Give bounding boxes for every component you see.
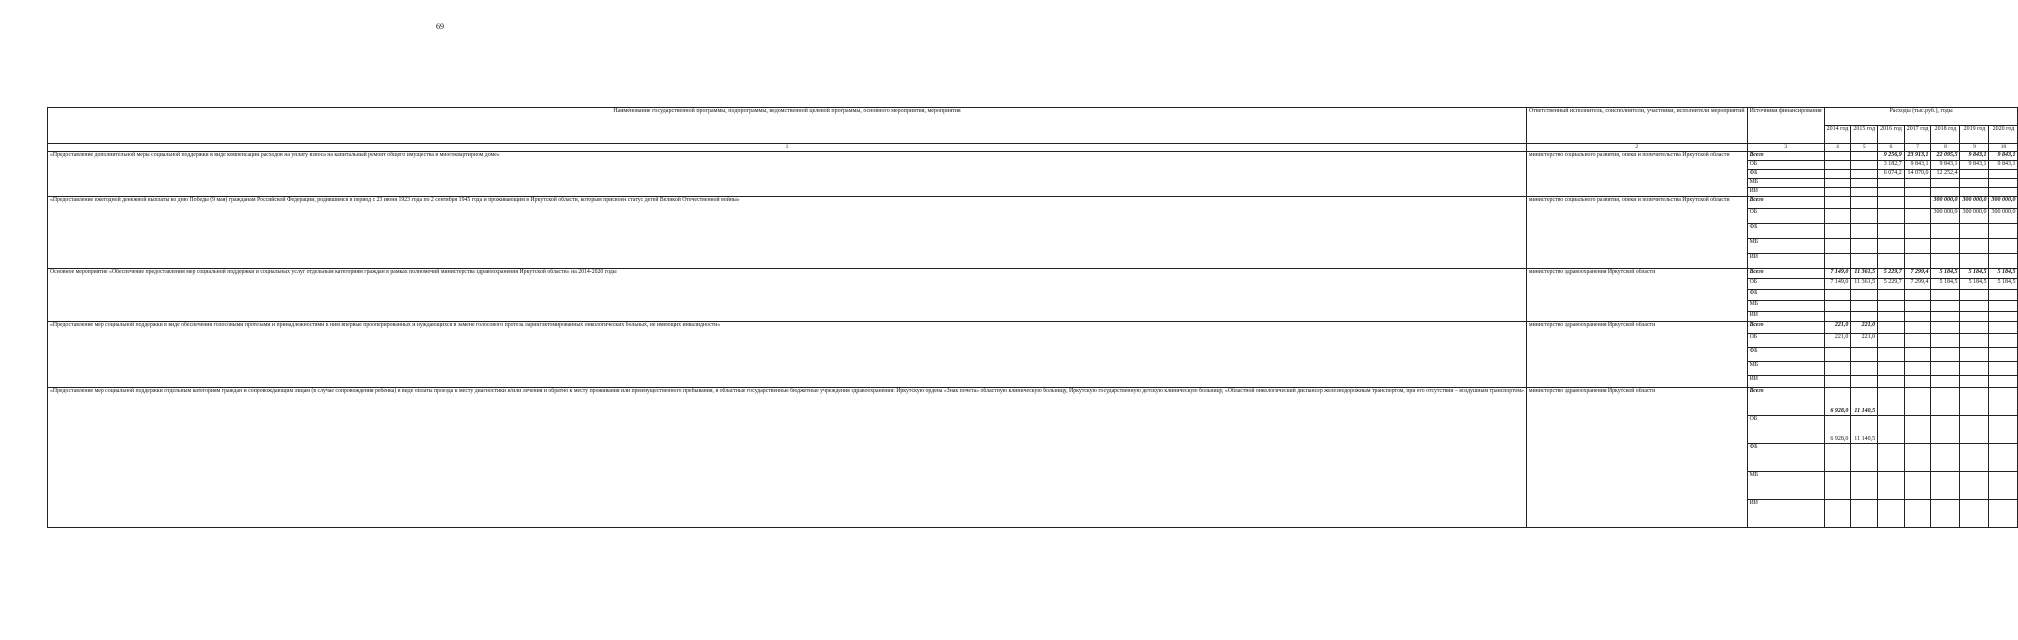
- expense-value: [1960, 334, 1989, 348]
- funding-source: ФБ: [1747, 290, 1824, 301]
- expense-value: 9 843,1: [1989, 161, 2018, 170]
- expense-value: 7 299,4: [1904, 279, 1931, 290]
- expense-value: [1878, 290, 1905, 301]
- column-number: 9: [1960, 144, 1989, 152]
- budget-table: [47, 107, 2018, 528]
- expense-value: [1878, 500, 1905, 528]
- measure-executor: министерство социального развития, опеки и попечительства Иркутской области: [1526, 197, 1747, 269]
- expense-value: 221,0: [1824, 322, 1851, 334]
- expense-value: [1960, 362, 1989, 376]
- expense-value: 7 149,0: [1824, 279, 1851, 290]
- column-number: 10: [1989, 144, 2018, 152]
- header-year: 2016 год: [1878, 126, 1905, 144]
- funding-source: ОБ: [1747, 209, 1824, 224]
- expense-value: [1931, 416, 1960, 444]
- expense-value: [1904, 388, 1931, 416]
- expense-value: [1878, 179, 1905, 188]
- expense-value: [1989, 362, 2018, 376]
- expense-value: 11 140,5: [1851, 388, 1878, 416]
- expense-value: [1989, 348, 2018, 362]
- expense-value: [1851, 179, 1878, 188]
- measure-description: Основное мероприятие «Обеспечение предоставления мер социальной поддержки и социальных услуг отдельным категориям граждан в рамках полномочий министерства здравоохранения Иркутской области» на 2014-2020 годы: [48, 269, 1527, 322]
- expense-value: [1824, 179, 1851, 188]
- expense-value: [1824, 224, 1851, 239]
- expense-value: 300 000,0: [1931, 197, 1960, 209]
- expense-value: [1931, 239, 1960, 254]
- expense-value: [1989, 416, 2018, 444]
- expense-value: 14 070,0: [1904, 170, 1931, 179]
- expense-value: [1960, 301, 1989, 312]
- funding-source: МБ: [1747, 301, 1824, 312]
- expense-value: 5 184,5: [1989, 269, 2018, 279]
- expense-value: 300 000,0: [1989, 197, 2018, 209]
- expense-value: [1824, 362, 1851, 376]
- expense-value: [1851, 161, 1878, 170]
- expense-value: [1904, 224, 1931, 239]
- expense-value: [1931, 472, 1960, 500]
- funding-source: Всего: [1747, 388, 1824, 416]
- expense-value: [1878, 209, 1905, 224]
- header-source: Источники финансирования: [1747, 108, 1824, 144]
- expense-value: [1824, 152, 1851, 161]
- expense-value: [1878, 376, 1905, 388]
- expense-value: [1878, 348, 1905, 362]
- header-year: 2020 год: [1989, 126, 2018, 144]
- expense-value: 9 843,1: [1989, 152, 2018, 161]
- column-number: 4: [1824, 144, 1851, 152]
- funding-source: ОБ: [1747, 334, 1824, 348]
- expense-value: [1989, 239, 2018, 254]
- expense-value: [1960, 312, 1989, 322]
- expense-value: [1878, 254, 1905, 269]
- expense-value: 5 229,7: [1878, 269, 1905, 279]
- expense-value: [1851, 312, 1878, 322]
- funding-source: ОБ: [1747, 279, 1824, 290]
- expense-value: [1851, 362, 1878, 376]
- funding-source: Всего: [1747, 322, 1824, 334]
- funding-source: МБ: [1747, 362, 1824, 376]
- expense-value: [1878, 444, 1905, 472]
- funding-source: ИИ: [1747, 376, 1824, 388]
- table-row: [48, 322, 2018, 334]
- expense-value: [1824, 239, 1851, 254]
- expense-value: [1904, 312, 1931, 322]
- measure-executor: министерство здравоохранения Иркутской области: [1526, 388, 1747, 528]
- expense-value: [1931, 444, 1960, 472]
- expense-value: [1931, 179, 1960, 188]
- expense-value: [1878, 362, 1905, 376]
- expense-value: 221,0: [1851, 322, 1878, 334]
- expense-value: [1931, 312, 1960, 322]
- header-name: Наименование государственной программы, подпрограммы, ведомственной целевой программы, основного мероприятия, мероприятия: [48, 108, 1527, 144]
- funding-source: Всего: [1747, 269, 1824, 279]
- expense-value: [1931, 348, 1960, 362]
- measure-executor: министерство здравоохранения Иркутской области: [1526, 269, 1747, 322]
- expense-value: [1904, 334, 1931, 348]
- funding-source: ФБ: [1747, 348, 1824, 362]
- expense-value: [1878, 224, 1905, 239]
- expense-value: [1851, 348, 1878, 362]
- expense-value: [1989, 444, 2018, 472]
- expense-value: 221,0: [1851, 334, 1878, 348]
- funding-source: МБ: [1747, 472, 1824, 500]
- expense-value: [1851, 239, 1878, 254]
- expense-value: [1904, 472, 1931, 500]
- table-row: [48, 388, 2018, 416]
- expense-value: [1904, 416, 1931, 444]
- header-year: 2018 год: [1931, 126, 1960, 144]
- table-row: [48, 197, 2018, 209]
- expense-value: [1960, 322, 1989, 334]
- expense-value: [1904, 254, 1931, 269]
- expense-value: [1931, 362, 1960, 376]
- expense-value: [1989, 376, 2018, 388]
- expense-value: [1904, 500, 1931, 528]
- expense-value: [1824, 290, 1851, 301]
- expense-value: [1960, 376, 1989, 388]
- funding-source: МБ: [1747, 179, 1824, 188]
- expense-value: [1851, 188, 1878, 197]
- expense-value: [1824, 312, 1851, 322]
- expense-value: [1851, 290, 1878, 301]
- expense-value: [1931, 388, 1960, 416]
- expense-value: [1960, 170, 1989, 179]
- expense-value: [1904, 362, 1931, 376]
- expense-value: [1960, 348, 1989, 362]
- expense-value: [1960, 239, 1989, 254]
- expense-value: [1904, 239, 1931, 254]
- expense-value: [1851, 444, 1878, 472]
- expense-value: [1878, 239, 1905, 254]
- expense-value: [1824, 209, 1851, 224]
- expense-value: 5 229,7: [1878, 279, 1905, 290]
- expense-value: 5 184,5: [1960, 269, 1989, 279]
- expense-value: [1878, 416, 1905, 444]
- column-number: 3: [1747, 144, 1824, 152]
- table-row: [48, 152, 2018, 161]
- expense-value: [1931, 322, 1960, 334]
- funding-source: ИИ: [1747, 500, 1824, 528]
- expense-value: [1904, 179, 1931, 188]
- expense-value: [1851, 254, 1878, 269]
- column-number: 5: [1851, 144, 1878, 152]
- expense-value: [1989, 254, 2018, 269]
- expense-value: 6 928,0: [1824, 416, 1851, 444]
- funding-source: ФБ: [1747, 444, 1824, 472]
- header-year: 2015 год: [1851, 126, 1878, 144]
- measure-executor: министерство социального развития, опеки и попечительства Иркутской области: [1526, 152, 1747, 197]
- expense-value: [1960, 188, 1989, 197]
- expense-value: [1878, 322, 1905, 334]
- expense-value: [1960, 416, 1989, 444]
- funding-source: Всего: [1747, 152, 1824, 161]
- expense-value: [1989, 290, 2018, 301]
- expense-value: [1824, 444, 1851, 472]
- expense-value: 5 184,5: [1989, 279, 2018, 290]
- expense-value: [1878, 188, 1905, 197]
- expense-value: [1824, 197, 1851, 209]
- expense-value: [1904, 188, 1931, 197]
- expense-value: [1989, 334, 2018, 348]
- expense-value: 11 361,5: [1851, 269, 1878, 279]
- funding-source: ОБ: [1747, 416, 1824, 444]
- expense-value: [1989, 188, 2018, 197]
- expense-value: [1989, 322, 2018, 334]
- expense-value: [1931, 254, 1960, 269]
- expense-value: 300 000,0: [1989, 209, 2018, 224]
- expense-value: [1989, 301, 2018, 312]
- expense-value: 11 361,5: [1851, 279, 1878, 290]
- expense-value: [1931, 188, 1960, 197]
- column-number: 7: [1904, 144, 1931, 152]
- expense-value: [1878, 472, 1905, 500]
- expense-value: [1851, 301, 1878, 312]
- expense-value: 7 299,4: [1904, 269, 1931, 279]
- expense-value: 5 184,5: [1960, 279, 1989, 290]
- expense-value: 7 149,0: [1824, 269, 1851, 279]
- measure-description: «Предоставление ежегодной денежной выплаты ко дню Победы (9 мая) гражданам Российской Федерации, родившимся в период с 23 июня 1923 года по 2 сентября 1945 года и проживающим в Иркутской области, которым присвоен статус детей Великой Отечественной войны»: [48, 197, 1527, 269]
- funding-source: Всего: [1747, 197, 1824, 209]
- expense-value: 23 913,1: [1904, 152, 1931, 161]
- expense-value: [1824, 301, 1851, 312]
- expense-value: 12 252,4: [1931, 170, 1960, 179]
- expense-value: [1904, 209, 1931, 224]
- header-year: 2014 год: [1824, 126, 1851, 144]
- expense-value: [1851, 376, 1878, 388]
- expense-value: 3 182,7: [1878, 161, 1905, 170]
- measure-description: «Предоставление дополнительной меры социальной поддержки в виде компенсации расходов на уплату взноса на капитальный ремонт общего имущества в многоквартирном доме»: [48, 152, 1527, 197]
- expense-value: [1824, 500, 1851, 528]
- expense-value: [1824, 348, 1851, 362]
- expense-value: 6 074,2: [1878, 170, 1905, 179]
- expense-value: [1824, 170, 1851, 179]
- funding-source: ИИ: [1747, 254, 1824, 269]
- page-number: 69: [436, 22, 444, 31]
- expense-value: [1989, 500, 2018, 528]
- expense-value: [1960, 444, 1989, 472]
- expense-value: [1878, 334, 1905, 348]
- column-number: 1: [48, 144, 1527, 152]
- expense-value: 22 095,5: [1931, 152, 1960, 161]
- expense-value: [1931, 334, 1960, 348]
- funding-source: ФБ: [1747, 224, 1824, 239]
- expense-value: [1989, 472, 2018, 500]
- expense-value: [1851, 224, 1878, 239]
- expense-value: 9 843,1: [1904, 161, 1931, 170]
- header-year: 2019 год: [1960, 126, 1989, 144]
- expense-value: [1960, 500, 1989, 528]
- expense-value: [1824, 376, 1851, 388]
- expense-value: 6 928,0: [1824, 388, 1851, 416]
- expense-value: 9 256,9: [1878, 152, 1905, 161]
- header-expenses: Расходы (тыс.руб.), годы: [1824, 108, 2018, 126]
- expense-value: [1931, 224, 1960, 239]
- column-number: 6: [1878, 144, 1905, 152]
- expense-value: [1878, 388, 1905, 416]
- expense-value: [1931, 376, 1960, 388]
- expense-value: 9 843,1: [1931, 161, 1960, 170]
- expense-value: [1904, 348, 1931, 362]
- expense-value: [1989, 170, 2018, 179]
- expense-value: [1989, 388, 2018, 416]
- expense-value: [1824, 188, 1851, 197]
- column-number: 8: [1931, 144, 1960, 152]
- expense-value: [1851, 472, 1878, 500]
- expense-value: [1931, 290, 1960, 301]
- expense-value: 5 184,5: [1931, 279, 1960, 290]
- expense-value: [1931, 301, 1960, 312]
- expense-value: [1851, 152, 1878, 161]
- funding-source: МБ: [1747, 239, 1824, 254]
- measure-description: «Предоставление мер социальной поддержки отдельным категориям граждан и сопровождающим лицам (в случае сопровождения ребенка) в виде оплаты проезда к месту диагностики и/или лечения и обратно к месту проживания или преимущественного пребывания, в областные государственные бюджетные учреждения здравоохранения: Иркутскую ордена «Знак почета» областную клиническую больницу, Иркутскую государственную детскую клиническую больницу, «Областной онкологический диспансер железнодорожным транспортом, при его отсутствии – воздушным транспортом»: [48, 388, 1527, 528]
- measure-executor: министерство здравоохранения Иркутской области: [1526, 322, 1747, 388]
- expense-value: [1824, 161, 1851, 170]
- funding-source: ОБ: [1747, 161, 1824, 170]
- expense-value: [1878, 312, 1905, 322]
- expense-value: [1851, 197, 1878, 209]
- expense-value: [1989, 224, 2018, 239]
- expense-value: [1960, 290, 1989, 301]
- column-number: 2: [1526, 144, 1747, 152]
- expense-value: 9 843,1: [1960, 161, 1989, 170]
- expense-value: [1851, 170, 1878, 179]
- expense-value: 221,0: [1824, 334, 1851, 348]
- expense-value: [1824, 472, 1851, 500]
- expense-value: [1904, 301, 1931, 312]
- expense-value: [1824, 254, 1851, 269]
- expense-value: [1851, 500, 1878, 528]
- expense-value: 11 140,5: [1851, 416, 1878, 444]
- expense-value: [1904, 376, 1931, 388]
- expense-value: 5 184,5: [1931, 269, 1960, 279]
- expense-value: [1960, 388, 1989, 416]
- expense-value: [1960, 254, 1989, 269]
- expense-value: 9 843,1: [1960, 152, 1989, 161]
- expense-value: [1960, 224, 1989, 239]
- expense-value: 300 000,0: [1931, 209, 1960, 224]
- expense-value: [1904, 322, 1931, 334]
- expense-value: [1878, 197, 1905, 209]
- expense-value: [1851, 209, 1878, 224]
- expense-value: [1989, 179, 2018, 188]
- expense-value: 300 000,0: [1960, 197, 1989, 209]
- expense-value: [1960, 179, 1989, 188]
- expense-value: [1878, 301, 1905, 312]
- funding-source: ИИ: [1747, 312, 1824, 322]
- funding-source: ИИ: [1747, 188, 1824, 197]
- expense-value: [1960, 472, 1989, 500]
- expense-value: [1904, 444, 1931, 472]
- table-row: [48, 269, 2018, 279]
- header-executor: Ответственный исполнитель, соисполнители, участники, исполнители мероприятий: [1526, 108, 1747, 144]
- expense-value: [1904, 197, 1931, 209]
- expense-value: [1989, 312, 2018, 322]
- header-year: 2017 год: [1904, 126, 1931, 144]
- expense-value: [1904, 290, 1931, 301]
- funding-source: ФБ: [1747, 170, 1824, 179]
- measure-description: «Предоставление мер социальной поддержки в виде обеспечения голосовыми протезами и принадлежностями к ним впервые прооперированных и нуждающихся в замене голосового протеза ларингэктомированных онкологических больных, не имеющих инвалидности»: [48, 322, 1527, 388]
- expense-value: 300 000,0: [1960, 209, 1989, 224]
- expense-value: [1931, 500, 1960, 528]
